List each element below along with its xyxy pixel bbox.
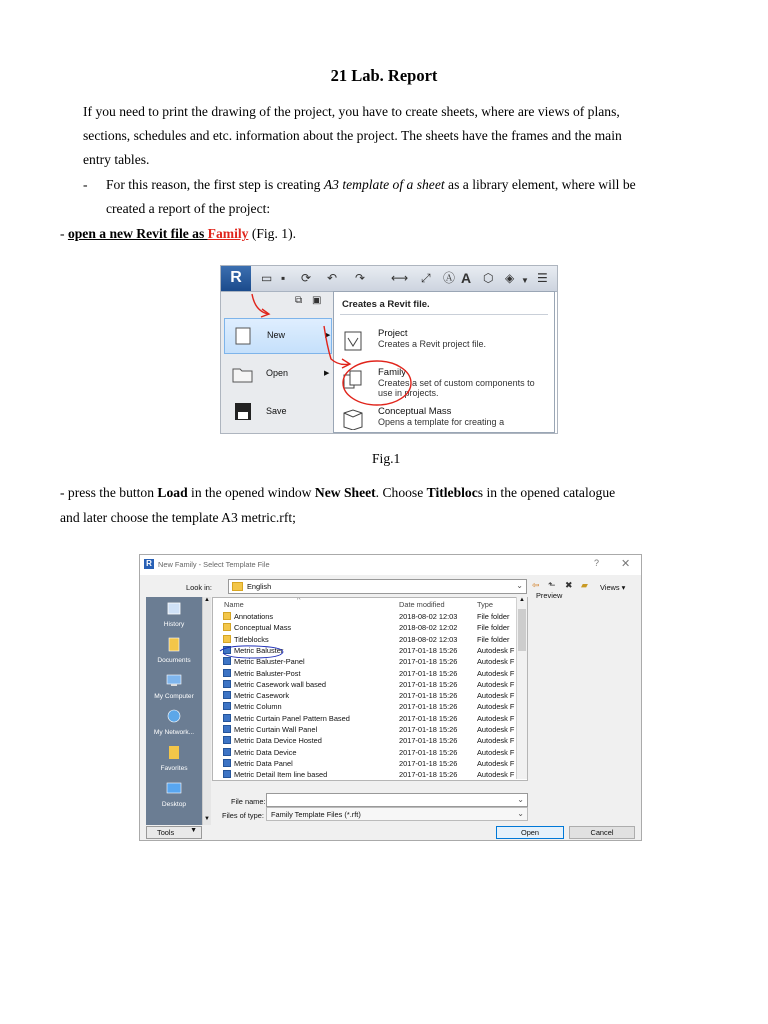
step-bold: Titlebloc bbox=[426, 485, 478, 500]
file-type-cell: File folder bbox=[477, 634, 510, 644]
sort-caret-icon: ^ bbox=[297, 597, 301, 604]
template-file-icon bbox=[223, 669, 231, 677]
step-dash: - bbox=[60, 226, 68, 241]
file-type-cell: Autodesk F bbox=[477, 770, 515, 780]
menu-item-label: Save bbox=[266, 406, 287, 416]
paragraph-line: entry tables. bbox=[83, 152, 150, 167]
bullet-text: as a library element, where will be bbox=[444, 177, 636, 192]
file-name-cell: Metric Curtain Wall Panel bbox=[234, 725, 318, 734]
entry-description: Creates a set of custom components to use in projects. bbox=[378, 378, 535, 398]
chevron-down-icon[interactable]: ▼ bbox=[521, 276, 529, 285]
file-list bbox=[212, 597, 528, 781]
tools-button[interactable] bbox=[146, 826, 202, 839]
table-row[interactable] bbox=[213, 758, 527, 769]
up-folder-icon[interactable]: ⬑ bbox=[548, 580, 556, 590]
tools-label: Tools bbox=[157, 828, 175, 837]
desktop-icon bbox=[166, 781, 182, 796]
figure-1-caption: Fig.1 bbox=[372, 451, 401, 466]
template-file-icon bbox=[223, 714, 231, 722]
views-label: Views bbox=[600, 583, 620, 592]
template-file-icon bbox=[223, 736, 231, 744]
place-label: History bbox=[163, 621, 185, 628]
delete-icon[interactable]: ✖ bbox=[565, 580, 573, 590]
chevron-up-icon[interactable]: ▲ bbox=[204, 597, 210, 603]
file-name-cell: Metric Detail Item line based bbox=[234, 770, 328, 780]
file-date-cell: 2017-01-18 15:26 bbox=[399, 747, 458, 757]
file-type-cell: Autodesk F bbox=[477, 668, 515, 678]
file-type-cell: Autodesk F bbox=[477, 713, 515, 723]
file-name-cell: Metric Column bbox=[234, 702, 282, 712]
figure-2-select-template-dialog bbox=[139, 554, 642, 841]
table-row[interactable] bbox=[213, 735, 527, 746]
place-documents[interactable] bbox=[146, 635, 202, 671]
table-row[interactable] bbox=[213, 622, 527, 633]
dialog-body bbox=[140, 575, 641, 840]
chevron-down-icon: ⌄ bbox=[517, 795, 524, 804]
column-header-type[interactable]: Type bbox=[477, 600, 494, 609]
table-row[interactable] bbox=[213, 724, 527, 735]
file-name-cell: Metric Data Panel bbox=[234, 758, 293, 768]
step-text: in the opened window bbox=[187, 485, 315, 500]
file-date-cell: 2018-08-02 12:02 bbox=[399, 623, 458, 633]
revit-logo-icon: R bbox=[144, 559, 154, 569]
file-type-cell: Autodesk F bbox=[477, 679, 515, 689]
step-text: - press the button bbox=[60, 485, 158, 500]
template-file-icon bbox=[223, 725, 231, 733]
look-in-label: Look in: bbox=[186, 583, 212, 592]
file-type-cell: File folder bbox=[477, 623, 510, 633]
step-text: . Choose bbox=[375, 485, 427, 500]
chevron-down-icon: ⌄ bbox=[517, 809, 524, 818]
look-in-value: English bbox=[247, 582, 272, 591]
chevron-down-icon[interactable]: ▼ bbox=[204, 816, 210, 822]
table-row[interactable] bbox=[213, 769, 527, 780]
file-date-cell: 2017-01-18 15:26 bbox=[399, 645, 458, 655]
tag-icon[interactable]: Ⓐ bbox=[443, 271, 456, 285]
figure-1-revit-menu bbox=[220, 265, 558, 434]
template-file-icon bbox=[223, 748, 231, 756]
file-type-select[interactable] bbox=[266, 807, 528, 821]
redo-icon[interactable]: ↷ bbox=[355, 271, 366, 285]
views-menu[interactable] bbox=[600, 583, 625, 592]
chevron-right-icon: ▶ bbox=[325, 332, 331, 339]
menu-item-label: Open bbox=[266, 368, 289, 378]
template-file-icon bbox=[223, 702, 231, 710]
file-name-cell: Metric Data Device bbox=[234, 747, 297, 757]
paragraph-line: If you need to print the drawing of the project, you have to create sheets, where are views of plans, bbox=[83, 104, 620, 119]
template-file-icon bbox=[223, 691, 231, 699]
folder-icon bbox=[223, 623, 231, 631]
file-name-label: File name: bbox=[231, 797, 266, 806]
family-highlight: Family bbox=[207, 226, 249, 241]
undo-icon[interactable]: ↶ bbox=[327, 271, 338, 285]
file-name-input[interactable] bbox=[266, 793, 528, 807]
place-my-computer[interactable] bbox=[146, 671, 202, 707]
close-button[interactable]: ✕ bbox=[621, 558, 631, 570]
file-date-cell: 2017-01-18 15:26 bbox=[399, 713, 458, 723]
step-open-family bbox=[60, 222, 296, 247]
help-button[interactable]: ? bbox=[594, 558, 600, 568]
documents-icon bbox=[166, 637, 182, 652]
file-type-cell: Autodesk F bbox=[477, 736, 515, 746]
folder-icon bbox=[223, 635, 231, 643]
file-type-cell: Autodesk F bbox=[477, 657, 515, 667]
dimension-icon[interactable]: ⤢ bbox=[421, 271, 431, 285]
place-label: Documents bbox=[157, 657, 191, 664]
file-type-value: Family Template Files (*.rft) bbox=[271, 810, 361, 819]
open-folder-icon[interactable]: ▭ bbox=[261, 271, 273, 285]
menu-item-label: New bbox=[267, 330, 286, 340]
file-name-cell: Metric Data Device Hosted bbox=[234, 736, 322, 746]
step-bold: Load bbox=[157, 485, 188, 500]
cancel-button[interactable]: Cancel bbox=[569, 826, 635, 839]
file-date-cell: 2017-01-18 15:26 bbox=[399, 725, 458, 734]
file-list-scrollbar[interactable] bbox=[516, 597, 527, 779]
step-text: s in the opened catalogue bbox=[477, 485, 616, 500]
file-date-cell: 2017-01-18 15:26 bbox=[399, 736, 458, 746]
file-date-cell: 2017-01-18 15:26 bbox=[399, 702, 458, 712]
table-row[interactable] bbox=[213, 668, 527, 679]
file-date-cell: 2017-01-18 15:26 bbox=[399, 657, 458, 667]
file-type-cell: Autodesk F bbox=[477, 645, 515, 655]
file-name-cell: Metric Baluster bbox=[234, 645, 284, 655]
sync-icon[interactable]: ⟳ bbox=[301, 271, 312, 285]
favorites-icon bbox=[166, 745, 182, 760]
open-docs-icon[interactable]: ▣ bbox=[312, 295, 322, 306]
file-date-cell: 2017-01-18 15:26 bbox=[399, 668, 458, 678]
file-type-cell: Autodesk F bbox=[477, 725, 515, 734]
file-type-cell: Autodesk F bbox=[477, 691, 515, 701]
file-name-cell: Metric Baluster-Post bbox=[234, 668, 301, 678]
file-name-cell: Titleblocks bbox=[234, 634, 269, 644]
new-folder-icon[interactable]: ▰ bbox=[581, 580, 588, 590]
fig-ref: (Fig. 1). bbox=[248, 226, 296, 241]
file-date-cell: 2017-01-18 15:26 bbox=[399, 758, 458, 768]
section-icon[interactable]: ◈ bbox=[505, 271, 515, 285]
place-label: Favorites bbox=[160, 765, 188, 772]
table-row[interactable] bbox=[213, 747, 527, 758]
file-name-cell: Metric Baluster-Panel bbox=[234, 657, 305, 667]
template-file-icon bbox=[223, 680, 231, 688]
step-line: and later choose the template A3 metric.rft; bbox=[60, 510, 296, 525]
blue-annotation-circle bbox=[217, 644, 287, 660]
file-date-cell: 2018-08-02 12:03 bbox=[399, 612, 458, 621]
bullet-text: For this reason, the first step is creating bbox=[106, 177, 324, 192]
table-row[interactable] bbox=[213, 679, 527, 690]
chevron-down-icon: ▾ bbox=[621, 583, 626, 592]
network-icon bbox=[166, 709, 182, 724]
file-name-cell: Metric Curtain Panel Pattern Based bbox=[234, 713, 350, 723]
entry-title: Family bbox=[378, 367, 406, 378]
revit-app-button[interactable]: R bbox=[221, 266, 251, 291]
chevron-down-icon: ⌄ bbox=[516, 581, 523, 590]
page-title: 21 Lab. Report bbox=[330, 66, 438, 85]
bullet-italic: A3 template of a sheet bbox=[323, 177, 445, 192]
chevron-down-icon: ▼ bbox=[190, 827, 197, 834]
column-header-date[interactable]: Date modified bbox=[399, 600, 445, 609]
chevron-right-icon: ▶ bbox=[324, 370, 330, 377]
place-label: My Network... bbox=[153, 729, 195, 736]
back-arrow-icon[interactable]: ⇦ bbox=[532, 580, 540, 590]
table-row[interactable] bbox=[213, 690, 527, 701]
dialog-title-bar bbox=[140, 555, 641, 575]
table-row[interactable] bbox=[213, 713, 527, 724]
place-label: My Computer bbox=[154, 693, 194, 700]
file-name-cell: Metric Casework wall based bbox=[234, 679, 327, 689]
save-icon[interactable]: ▪ bbox=[281, 271, 286, 285]
place-desktop[interactable] bbox=[146, 779, 202, 815]
text-icon[interactable]: A bbox=[461, 270, 472, 286]
file-list-header bbox=[213, 598, 527, 610]
table-row[interactable] bbox=[213, 701, 527, 712]
computer-icon bbox=[166, 673, 182, 688]
bullet-dash: - bbox=[83, 177, 88, 192]
entry-description: Creates a Revit project file. bbox=[378, 339, 487, 349]
template-file-icon bbox=[223, 759, 231, 767]
look-in-dropdown[interactable] bbox=[228, 579, 527, 594]
file-type-label: Files of type: bbox=[222, 811, 264, 820]
file-date-cell: 2017-01-18 15:26 bbox=[399, 691, 458, 701]
place-history[interactable] bbox=[146, 599, 202, 635]
place-favorites[interactable] bbox=[146, 743, 202, 779]
bullet-line bbox=[106, 173, 636, 198]
table-row[interactable] bbox=[213, 611, 527, 622]
dialog-title: New Family - Select Template File bbox=[158, 560, 270, 569]
scrollbar-thumb[interactable] bbox=[518, 609, 526, 651]
entry-title: Conceptual Mass bbox=[378, 406, 452, 417]
place-label: Desktop bbox=[161, 801, 187, 808]
file-type-cell: File folder bbox=[477, 612, 510, 621]
place-my-network[interactable] bbox=[146, 707, 202, 743]
file-name-cell: Metric Casework bbox=[234, 691, 290, 701]
places-bar bbox=[146, 597, 202, 825]
file-type-cell: Autodesk F bbox=[477, 747, 515, 757]
folder-icon bbox=[232, 582, 243, 591]
folder-icon bbox=[223, 612, 231, 620]
file-type-cell: Autodesk F bbox=[477, 702, 515, 712]
red-annotation-overlay bbox=[221, 266, 557, 433]
paragraph-line: sections, schedules and etc. information about the project. The sheets have the frames and the main bbox=[83, 128, 622, 143]
file-date-cell: 2017-01-18 15:26 bbox=[399, 679, 458, 689]
step-load-titlebloc bbox=[60, 481, 615, 506]
open-button[interactable]: Open bbox=[496, 826, 564, 839]
measure-icon[interactable]: ⟷ bbox=[391, 271, 409, 285]
preview-label: Preview bbox=[536, 591, 563, 600]
recent-docs-icon[interactable]: ⧉ bbox=[295, 295, 303, 306]
entry-title: Project bbox=[378, 328, 408, 339]
3d-view-icon[interactable]: ⬡ bbox=[483, 271, 494, 285]
step-bold: open a new Revit file as bbox=[67, 226, 208, 241]
file-date-cell: 2018-08-02 12:03 bbox=[399, 634, 458, 644]
column-header-name[interactable]: Name bbox=[224, 600, 244, 609]
places-scrollbar[interactable] bbox=[202, 597, 211, 825]
template-file-icon bbox=[223, 770, 231, 778]
chevron-up-icon[interactable]: ▲ bbox=[519, 597, 525, 603]
file-name-cell: Conceptual Mass bbox=[234, 623, 292, 633]
entry-description: Opens a template for creating a bbox=[378, 417, 505, 427]
file-name-cell: Annotations bbox=[234, 612, 274, 621]
file-type-cell: Autodesk F bbox=[477, 758, 515, 768]
submenu-header: Creates a Revit file. bbox=[342, 299, 430, 310]
step-bold: New Sheet bbox=[314, 485, 376, 500]
history-icon bbox=[166, 601, 182, 616]
file-date-cell: 2017-01-18 15:26 bbox=[399, 770, 458, 780]
bullet-line: created a report of the project: bbox=[106, 201, 271, 216]
switch-windows-icon[interactable]: ☰ bbox=[537, 271, 548, 285]
